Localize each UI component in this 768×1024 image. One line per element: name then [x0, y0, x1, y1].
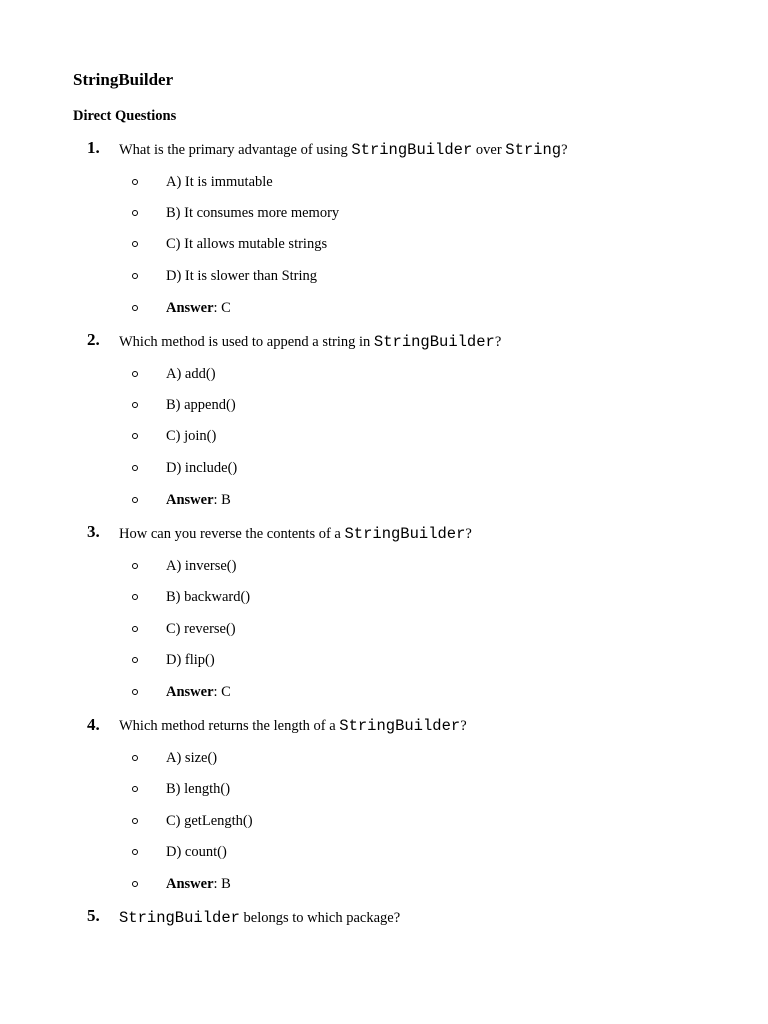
- code-term: StringBuilder: [373, 333, 495, 351]
- question-text-part: ?: [494, 334, 502, 350]
- question-text-part: over: [472, 142, 506, 158]
- option-item: A) add(): [166, 366, 216, 382]
- option-item: C) join(): [166, 428, 217, 444]
- answer-label: Answer: [166, 492, 214, 508]
- question-number: 1.: [87, 138, 100, 157]
- option-item: D) include(): [166, 460, 238, 476]
- bullet-icon: [132, 465, 138, 471]
- option-item: C) getLength(): [166, 813, 253, 829]
- question-text-part: belongs to which package?: [239, 910, 401, 926]
- question-text-part: What is the primary advantage of using: [119, 142, 352, 158]
- bullet-icon: [132, 371, 138, 377]
- option-item: B) append(): [166, 397, 236, 413]
- option-item: C) It allows mutable strings: [166, 236, 328, 252]
- option-item: C) reverse(): [166, 621, 236, 637]
- bullet-icon: [132, 786, 138, 792]
- question-number: 3.: [87, 522, 100, 541]
- option-item: A) It is immutable: [166, 174, 273, 190]
- question-text: [119, 524, 472, 544]
- option-item: B) length(): [166, 781, 231, 797]
- bullet-icon: [132, 594, 138, 600]
- code-term: StringBuilder: [339, 717, 461, 735]
- question-text: [119, 332, 501, 352]
- question-number: 4.: [87, 715, 100, 734]
- answer-label: Answer: [166, 684, 214, 700]
- option-item: D) flip(): [166, 652, 215, 668]
- bullet-icon: [132, 497, 138, 503]
- option-item: A) size(): [166, 750, 218, 766]
- code-term: StringBuilder: [344, 525, 466, 543]
- bullet-icon: [132, 626, 138, 632]
- bullet-icon: [132, 273, 138, 279]
- question-text-part: Which method returns the length of a: [119, 718, 340, 734]
- answer-value: : B: [213, 492, 231, 508]
- question-text: [119, 140, 568, 160]
- answer-value: : C: [213, 300, 231, 316]
- bullet-icon: [132, 755, 138, 761]
- answer-label: Answer: [166, 876, 214, 892]
- bullet-icon: [132, 210, 138, 216]
- question-text-part: ?: [465, 526, 472, 542]
- bullet-icon: [132, 818, 138, 824]
- question-text-part: ?: [460, 718, 467, 734]
- answer-item: [166, 683, 231, 701]
- bullet-icon: [132, 179, 138, 185]
- answer-item: [166, 299, 231, 317]
- bullet-icon: [132, 305, 138, 311]
- answer-item: [166, 875, 231, 893]
- option-item: A) inverse(): [166, 558, 237, 574]
- answer-item: [166, 491, 231, 509]
- question-number: 5.: [87, 906, 100, 925]
- bullet-icon: [132, 433, 138, 439]
- bullet-icon: [132, 241, 138, 247]
- answer-label: Answer: [166, 300, 214, 316]
- option-item: D) count(): [166, 844, 227, 860]
- option-item: B) It consumes more memory: [166, 205, 340, 221]
- code-term: StringBuilder: [119, 909, 240, 927]
- section-heading: Direct Questions: [73, 108, 177, 124]
- bullet-icon: [132, 689, 138, 695]
- question-text-part: ?: [561, 142, 568, 158]
- bullet-icon: [132, 881, 138, 887]
- question-text-part: Which method is used to append a string in: [119, 334, 374, 350]
- code-term: String: [505, 141, 562, 159]
- option-item: D) It is slower than String: [166, 268, 318, 284]
- question-number: 2.: [87, 330, 100, 349]
- bullet-icon: [132, 849, 138, 855]
- answer-value: : B: [213, 876, 231, 892]
- bullet-icon: [132, 402, 138, 408]
- question-text: [119, 716, 467, 736]
- bullet-icon: [132, 657, 138, 663]
- code-term: StringBuilder: [351, 141, 473, 159]
- bullet-icon: [132, 563, 138, 569]
- question-text-part: How can you reverse the contents of a: [119, 526, 345, 542]
- answer-value: : C: [213, 684, 231, 700]
- question-text: [119, 908, 400, 928]
- document-title: StringBuilder: [73, 70, 174, 89]
- option-item: B) backward(): [166, 589, 251, 605]
